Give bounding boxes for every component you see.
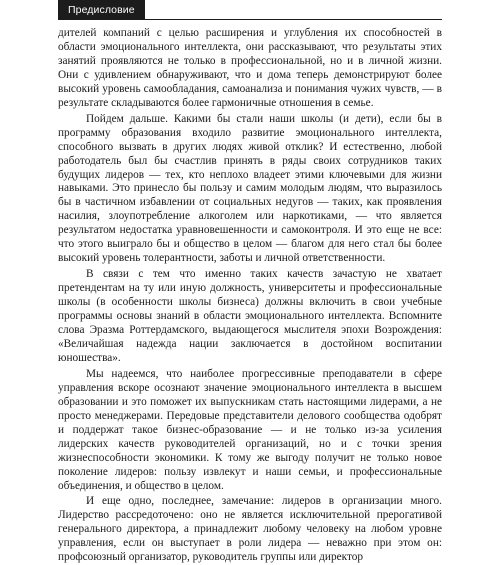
paragraph: Пойдем дальше. Какими бы стали наши школы (и дети), если бы в программу образования входило развитие эмоционального интеллекта, способного вызвать в других людях живой отклик? И естественно, любой работодатель был бы счастлив принять в ряды своих сотрудников таких будущих лидеров — тех, кто неплохо владеет этими ключевыми для жизни навыками. Это принесло бы пользу и самим молодым людям, что выразилось бы в частичном избавлении от социальных недугов — таких, как проявления насилия, злоупотребление алкоголем или наркотиками, — что является результатом недостатка уравновешенности и самоконтроля. И это еще не все: что этого выиграло бы и общество в целом — благом для него стал бы более высокий уровень толерантности, заботы и личной ответственности. — [58, 112, 442, 265]
page-body — [58, 27, 442, 565]
header-rule — [58, 19, 442, 20]
paragraph-continued: дителей компаний с целью расширения и углубления их способностей в области эмоционального интеллекта, они рассказывают, что результаты этих занятий проявляются не только в профессиональной, но и в личной жизни. Они с удивлением обнаруживают, что и дома теперь демонстрируют более высокий уровень самообладания, самоанализа и понимания чужих чувств, — в результате складываются более гармоничные отношения в семье. — [58, 27, 442, 109]
paragraph: В связи с тем что именно таких качеств зачастую не хватает претендентам на ту или иную должность, университеты и профессиональные школы (в особенности школы бизнеса) должны включить в свои учебные программы основы знаний в области эмоционального интеллекта. Вспомните слова Эразма Роттердамского, выдающегося мыслителя эпохи Возрождения: «Величайшая надежда нации заключается в достойном воспитании юношества». — [58, 268, 442, 364]
paragraph: Мы надеемся, что наиболее прогрессивные преподаватели в сфере управления вскоре осознают значение эмоционального интеллекта в высшем образовании и это поможет их выпускникам стать настоящими лидерами, а не просто менеджерами. Передовые представители делового сообщества одобрят и поддержат такое бизнес-образование — и не только из-за усиления лидерских качеств руководителей организаций, но и с точки зрения жизнеспособности экономики. К тому же выгоду получит не только новое поколение лидеров: пользу извлекут и наши семьи, и профессиональные объединения, и общество в целом. — [58, 367, 442, 492]
running-head: Предисловие — [58, 0, 145, 20]
paragraph: И еще одно, последнее, замечание: лидеров в организации много. Лидерство рассредоточено: оно не является исключительной прерогативой генерального директора, а принадлежит любому человеку на любом уровне управления, если он выступает в роли лидера — неважно при этом он: профсоюзный организатор, руководитель группы или директор — [58, 495, 442, 564]
